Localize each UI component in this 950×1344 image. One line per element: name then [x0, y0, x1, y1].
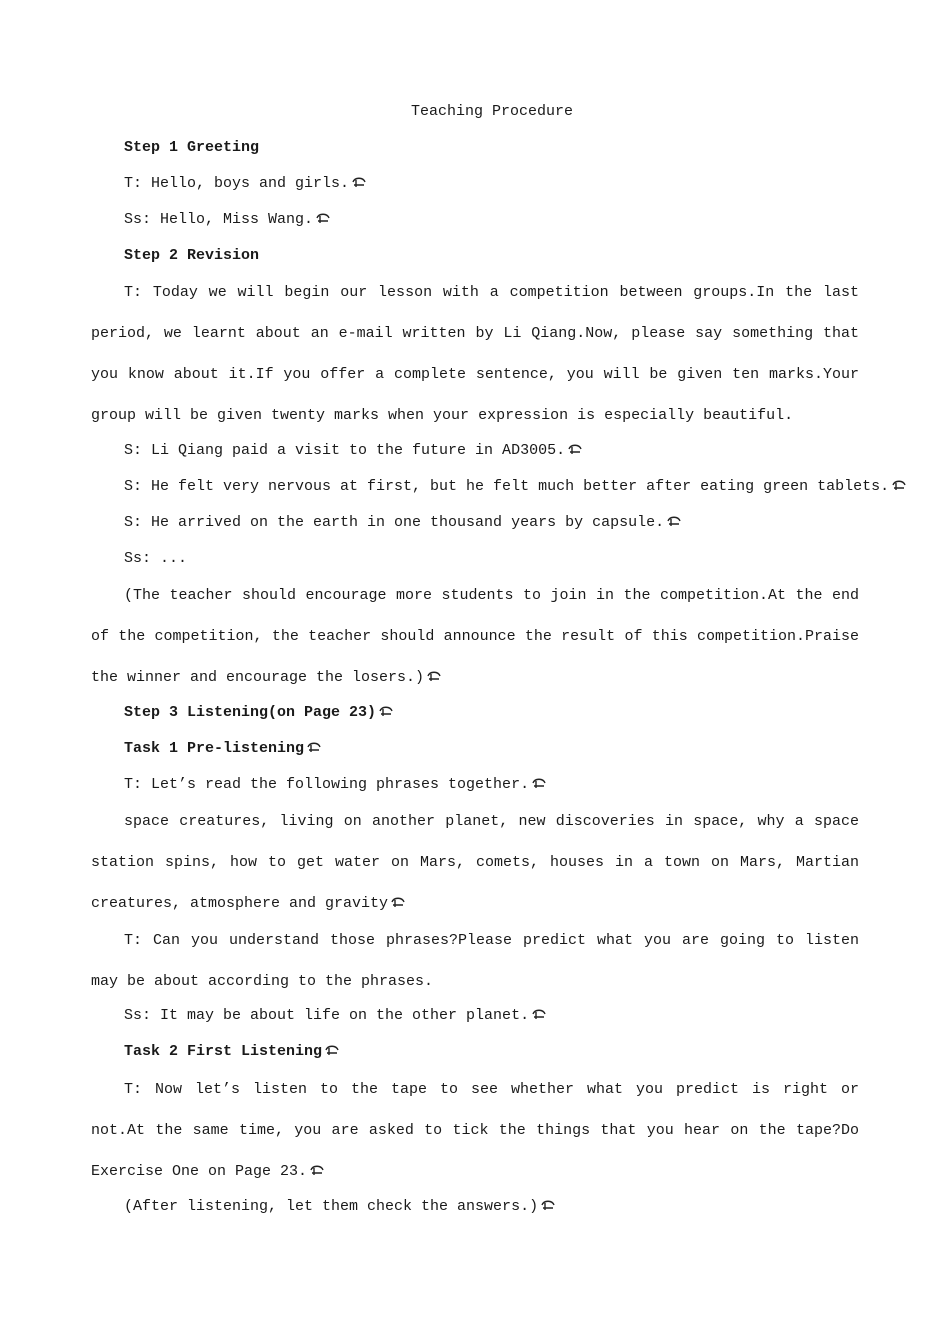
- paragraph-mark-icon: [378, 705, 394, 717]
- paragraph-mark-icon: [540, 1199, 556, 1211]
- phrases-paragraph: space creatures, living on another planet, new discoveries in space, why a space station spins, how to get water on Mars, comets, houses in a town on Mars, Martian creatures, atmosphere and gravity: [91, 813, 859, 912]
- teacher-predict: T: Can you understand those phrases?Please predict what you are going to listen may be about according to the phrases.: [91, 932, 859, 990]
- paragraph-mark-icon: [531, 777, 547, 789]
- paragraph-mark-icon: [306, 741, 322, 753]
- paragraph-mark-icon: [309, 1164, 325, 1176]
- paragraph-mark-icon: [390, 896, 406, 908]
- step3-heading: Step 3 Listening(on Page 23): [124, 703, 860, 723]
- task2-heading: Task 2 First Listening: [124, 1042, 860, 1062]
- students-greeting: Ss: Hello, Miss Wang.: [124, 210, 860, 230]
- paragraph-mark-icon: [531, 1008, 547, 1020]
- teacher-read-phrases: T: Let’s read the following phrases together.: [124, 775, 860, 795]
- paragraph-mark-icon: [324, 1044, 340, 1056]
- page-title: Teaching Procedure: [410, 103, 574, 120]
- task1-heading: Task 1 Pre-listening: [124, 739, 860, 759]
- paragraph-mark-icon: [426, 670, 442, 682]
- student-answer-3: S: He arrived on the earth in one thousand years by capsule.: [124, 513, 860, 533]
- teacher-listen-instructions: T: Now let’s listen to the tape to see whether what you predict is right or not.At the same time, you are asked to tick the things that you hear on the tape?Do Exercise One on Page 23.: [91, 1081, 859, 1180]
- paragraph-mark-icon: [666, 515, 682, 527]
- students-more: Ss: ...: [124, 550, 188, 567]
- step1-heading: Step 1 Greeting: [124, 139, 260, 156]
- teacher-note: (The teacher should encourage more students to join in the competition.At the end of the competition, the teacher should announce the result of this competition.Praise the winner and encourage the losers.): [91, 587, 859, 686]
- revision-paragraph: T: Today we will begin our lesson with a competition between groups.In the last period, we learnt about an e-mail written by Li Qiang.Now, please say something that you know about it.If you offer a complete sentence, you will be given ten marks.Your group will be given twenty marks when your expression is especially beautiful.: [91, 284, 859, 424]
- after-listening-note: (After listening, let them check the answers.): [124, 1197, 860, 1217]
- paragraph-mark-icon: [351, 176, 367, 188]
- step2-heading: Step 2 Revision: [124, 247, 260, 264]
- student-answer-2: S: He felt very nervous at first, but he felt much better after eating green tablets.: [124, 477, 860, 497]
- student-answer-1: S: Li Qiang paid a visit to the future in AD3005.: [124, 441, 860, 461]
- paragraph-mark-icon: [891, 479, 907, 491]
- paragraph-mark-icon: [567, 443, 583, 455]
- paragraph-mark-icon: [315, 212, 331, 224]
- students-prediction: Ss: It may be about life on the other planet.: [124, 1006, 860, 1026]
- teacher-greeting: T: Hello, boys and girls.: [124, 174, 860, 194]
